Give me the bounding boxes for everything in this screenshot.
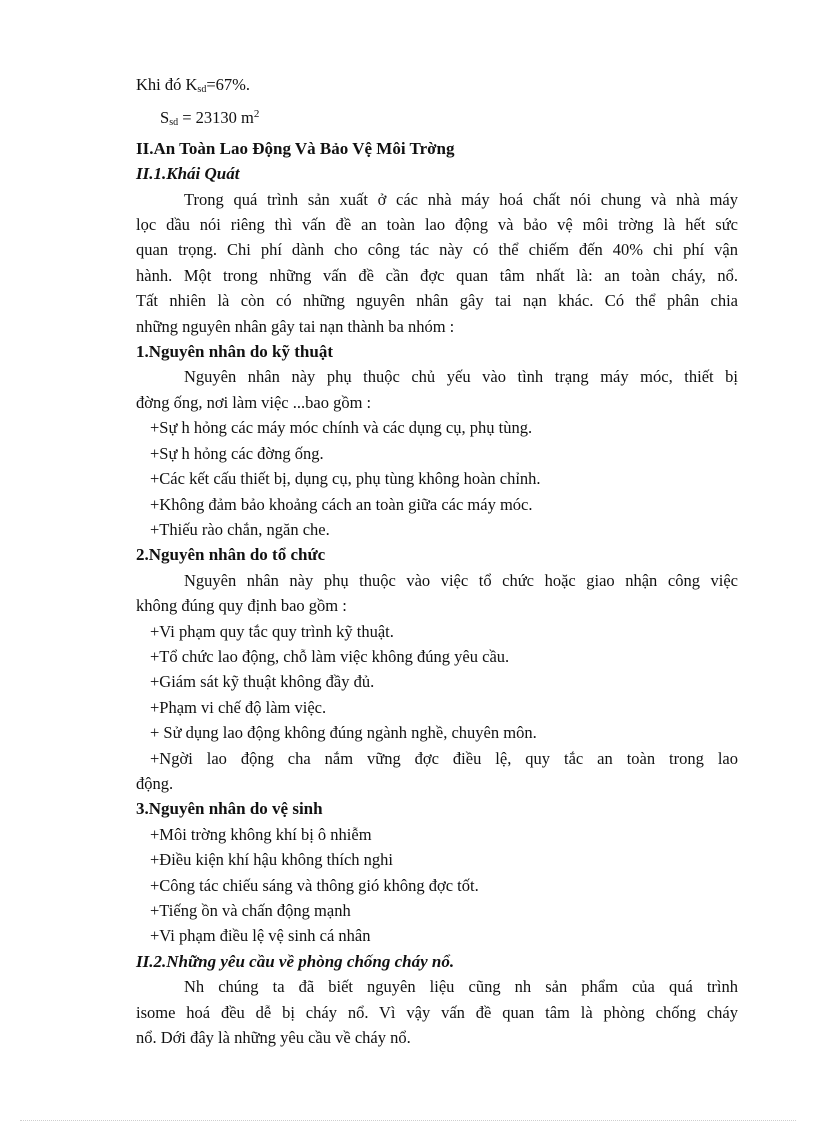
list-item: +Sự h hỏng các đờng ống. [150, 443, 324, 463]
list-item: +Tiếng ồn và chấn động mạnh [150, 901, 351, 920]
paragraph-line: isome hoá đều dễ bị cháy nổ. Vì vậy vấn đề quan tâm là phòng chống cháy [136, 1002, 738, 1022]
group1-heading: 1.Nguyên nhân do kỹ thuật [136, 342, 333, 362]
s-value: = 23130 m [178, 108, 254, 128]
s-prefix: S [160, 108, 170, 128]
list-item: +Sự h hỏng các máy móc chính và các dụng cụ, phụ tùng. [150, 418, 533, 438]
section-ii2-heading: II.2.Những yêu cầu về phòng chống cháy nổ. [136, 951, 455, 971]
s-subscript: sd [169, 117, 179, 129]
page-bottom-divider [20, 1120, 796, 1121]
list-item: +Công tác chiếu sáng và thông gió không đợc tốt. [150, 875, 479, 895]
list-item-continuation: động. [136, 773, 174, 793]
paragraph-line: Tất nhiên là còn có những nguyên nhân gây tai nạn khác. Có thể phân chia [136, 291, 738, 311]
k-subscript: sd [197, 84, 207, 95]
paragraph-line: Nh chúng ta đã biết nguyên liệu cũng nh sản phẩm của quá trình [184, 977, 738, 997]
group3-heading: 3.Nguyên nhân do vệ sinh [136, 799, 323, 819]
list-item: +Môi trờng không khí bị ô nhiễm [150, 824, 372, 844]
list-item: + Sử dụng lao động không đúng ngành nghề, chuyên môn. [150, 723, 537, 743]
list-item: +Phạm vi chế độ làm việc. [150, 697, 327, 717]
paragraph-line: những nguyên nhân gây tai nạn thành ba nhóm : [136, 316, 455, 336]
list-item: +Không đảm bảo khoảng cách an toàn giữa các máy móc. [150, 494, 533, 514]
section-ii-heading: II.An Toàn Lao Động Và Bảo Vệ Môi Trờng [136, 138, 455, 158]
paragraph-line: lọc dầu nói riêng thì vấn đề an toàn lao động và bảo vệ môi trờng là hết sức [136, 215, 738, 235]
paragraph-line: Trong quá trình sản xuất ở các nhà máy hoá chất nói chung và nhà máy [184, 189, 738, 209]
s-sd-line [136, 102, 738, 135]
paragraph-line: Nguyên nhân này phụ thuộc vào việc tổ chức hoặc giao nhận công việc [184, 570, 738, 590]
group2-heading: 2.Nguyên nhân do tổ chức [136, 545, 326, 565]
k-value: =67%. [206, 75, 251, 94]
list-item: +Các kết cấu thiết bị, dụng cụ, phụ tùng không hoàn chỉnh. [150, 469, 541, 489]
list-item: +Tổ chức lao động, chỗ làm việc không đúng yêu cầu. [150, 646, 510, 666]
k-prefix: Khi đó K [136, 75, 198, 94]
document-page [136, 72, 738, 1050]
list-item: +Thiếu rào chắn, ngăn che. [150, 519, 330, 539]
paragraph-line: đờng ống, nơi làm việc ...bao gồm : [136, 392, 372, 412]
list-item: +Giám sát kỹ thuật không đầy đủ. [150, 672, 375, 692]
list-item: +Vi phạm điều lệ vệ sinh cá nhân [150, 926, 371, 946]
paragraph-line: không đúng quy định bao gồm : [136, 596, 347, 616]
paragraph-line: Nguyên nhân này phụ thuộc chủ yếu vào tình trạng máy móc, thiết bị [184, 367, 738, 387]
list-item: +Ngời lao động cha nắm vững đợc điều lệ, quy tắc an toàn trong lao [150, 748, 738, 768]
paragraph-line: quan trọng. Chi phí dành cho công tác này có thể chiếm đến 40% chi phí vận [136, 240, 738, 260]
paragraph-line: nổ. Dới đây là những yêu cầu về cháy nổ. [136, 1028, 411, 1048]
s-superscript: 2 [253, 108, 260, 121]
list-item: +Điều kiện khí hậu không thích nghi [150, 850, 394, 870]
section-ii1-heading: II.1.Khái Quát [136, 164, 240, 184]
list-item: +Vi phạm quy tắc quy trình kỹ thuật. [150, 621, 394, 641]
k-sd-line [136, 72, 738, 102]
paragraph-line: hành. Một trong những vấn đề cần đợc quan tâm nhất là: an toàn cháy, nổ. [136, 265, 738, 285]
